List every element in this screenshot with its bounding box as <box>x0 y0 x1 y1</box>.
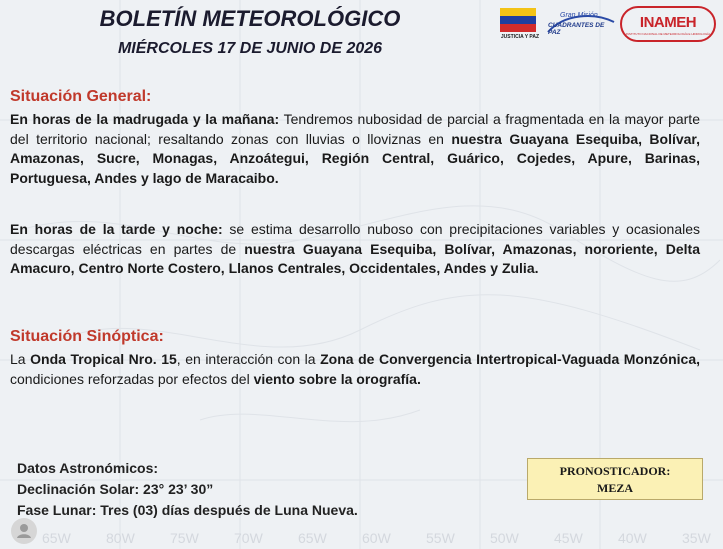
text-run: La <box>10 351 31 367</box>
longitude-tick: 65W <box>42 530 71 546</box>
declinacion-solar: Declinación Solar: 23° 23’ 30” <box>17 481 214 497</box>
map-longitude-ticks <box>0 530 723 549</box>
longitude-tick: 80W <box>106 530 135 546</box>
avatar[interactable] <box>11 518 37 544</box>
inameh-wordmark: INAMEH <box>639 14 697 31</box>
longitude-tick: 35W <box>682 530 711 546</box>
header-logos <box>498 6 720 46</box>
situacion-sinoptica-heading: Situación Sinóptica: <box>10 328 164 345</box>
situacion-general-paragraph-2 <box>10 220 700 279</box>
situacion-general-heading: Situación General: <box>10 88 152 105</box>
longitude-tick: 60W <box>362 530 391 546</box>
flag-caption: JUSTICIA Y PAZ <box>500 34 540 40</box>
situacion-general-paragraph-1 <box>10 110 700 188</box>
text-run: condiciones reforzadas por efectos del <box>10 370 254 387</box>
text-run: Zona de Convergencia Intertropical-Vaguada Monzónica, <box>320 351 700 367</box>
forecaster-box <box>527 458 703 500</box>
situacion-sinoptica-paragraph <box>10 350 700 389</box>
longitude-tick: 70W <box>234 530 263 546</box>
fase-lunar: Fase Lunar: Tres (03) días después de Luna Nueva. <box>17 502 358 518</box>
astro-heading: Datos Astronómicos: <box>17 460 159 476</box>
text-run: viento sobre la orografía. <box>253 370 421 387</box>
user-icon <box>11 518 37 544</box>
bulletin-date: MIÉRCOLES 17 DE JUNIO DE 2026 <box>117 40 383 57</box>
gran-mision-top: Gran Misión <box>560 12 598 19</box>
text-run: nuestra Guayana Esequiba, Bolívar, Amazonas, Sucre, Monagas, Anzoátegui, Región Central, Guárico, Cojedes, Apure, Barinas, Portuguesa, Andes y lago de Maracaibo. <box>10 130 700 186</box>
forecaster-name: MEZA <box>597 481 633 495</box>
inameh-logo <box>620 6 716 42</box>
forecaster-label: PRONOSTICADOR: <box>559 464 671 478</box>
longitude-tick: 55W <box>426 530 455 546</box>
longitude-tick: 45W <box>554 530 583 546</box>
text-run: nuestra Guayana Esequiba, Bolívar, Amazonas, nororiente, Delta Amacuro, Centro Norte Costero, Llanos Centrales, Occidentales, Andes y Zulia. <box>10 240 701 276</box>
longitude-tick: 65W <box>298 530 327 546</box>
longitude-tick: 75W <box>170 530 199 546</box>
inameh-subtitle: INSTITUTO NACIONAL DE METEOROLOGÍA E HIDROLOGÍA <box>625 32 711 36</box>
longitude-tick: 40W <box>618 530 647 546</box>
text-run: Onda Tropical Nro. 15 <box>30 351 177 367</box>
gran-mision-logo <box>544 10 618 38</box>
text-run: En horas de la tarde y noche: <box>10 221 223 237</box>
longitude-tick: 50W <box>490 530 519 546</box>
text-run: se estima desarrollo nuboso con precipitaciones variables y ocasionales descargas eléctricas en partes de <box>10 221 700 257</box>
bulletin-title: BOLETÍN METEOROLÓGICO <box>99 6 401 31</box>
datos-astronomicos <box>17 458 358 521</box>
text-run: , en interacción con la <box>176 351 321 367</box>
text-run: En horas de la madrugada y la mañana: <box>10 111 280 127</box>
text-run: Tendremos nubosidad de parcial a fragmentada en la mayor parte del territorio nacional; resaltando zonas con lluvias o lloviznas en <box>10 111 700 147</box>
gran-mision-bottom: CUADRANTES DE PAZ <box>548 22 605 36</box>
venezuela-flag-logo <box>500 8 536 32</box>
